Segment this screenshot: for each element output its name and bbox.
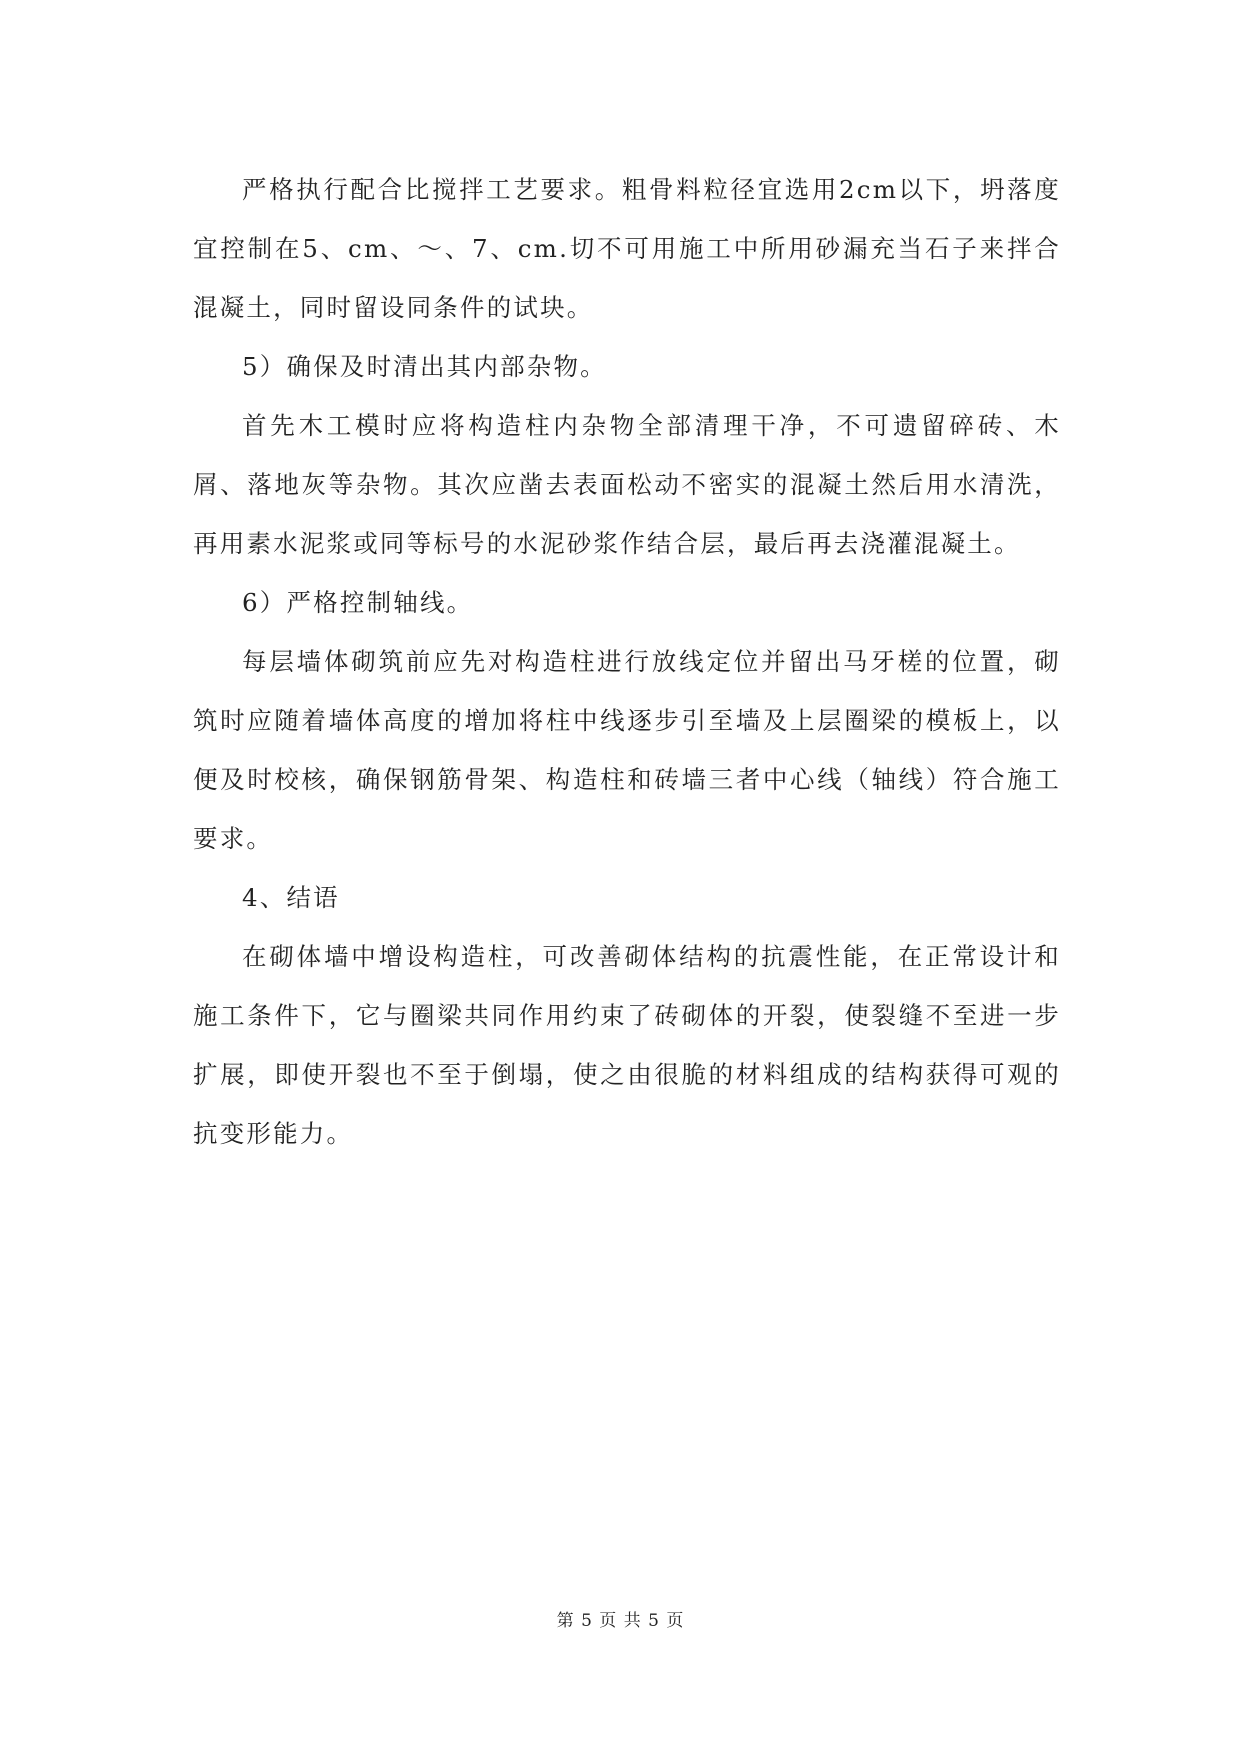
page-footer: 第 5 页 共 5 页 bbox=[556, 1611, 685, 1631]
paragraph-mix-ratio: 严格执行配合比搅拌工艺要求。粗骨料粒径宜选用2cm以下，坍落度宜控制在5、cm、～、7、cm.切不可用施工中所用砂漏充当石子来拌合混凝土，同时留设同条件的试块。 bbox=[193, 175, 1061, 322]
paragraph-conclusion: 在砌体墙中增设构造柱，可改善砌体结构的抗震性能，在正常设计和施工条件下，它与圈梁共同作用约束了砖砌体的开裂，使裂缝不至进一步扩展，即使开裂也不至于倒塌，使之由很脆的材料组成的结构获得可观的抗变形能力。 bbox=[193, 942, 1061, 1148]
heading-item-6: 6）严格控制轴线。 bbox=[242, 588, 474, 617]
heading-item-5: 5）确保及时清出其内部杂物。 bbox=[242, 352, 607, 381]
heading-conclusion: 4、结语 bbox=[242, 883, 340, 912]
paragraph-axis-control: 每层墙体砌筑前应先对构造柱进行放线定位并留出马牙槎的位置，砌筑时应随着墙体高度的增加将柱中线逐步引至墙及上层圈梁的模板上，以便及时校核，确保钢筋骨架、构造柱和砖墙三者中心线（轴线）符合施工要求。 bbox=[193, 647, 1061, 853]
document-body bbox=[193, 160, 1061, 1163]
paragraph-cleaning: 首先木工模时应将构造柱内杂物全部清理干净，不可遗留碎砖、木屑、落地灰等杂物。其次应凿去表面松动不密实的混凝土然后用水清洗，再用素水泥浆或同等标号的水泥砂浆作结合层，最后再去浇灌混凝土。 bbox=[193, 411, 1061, 558]
